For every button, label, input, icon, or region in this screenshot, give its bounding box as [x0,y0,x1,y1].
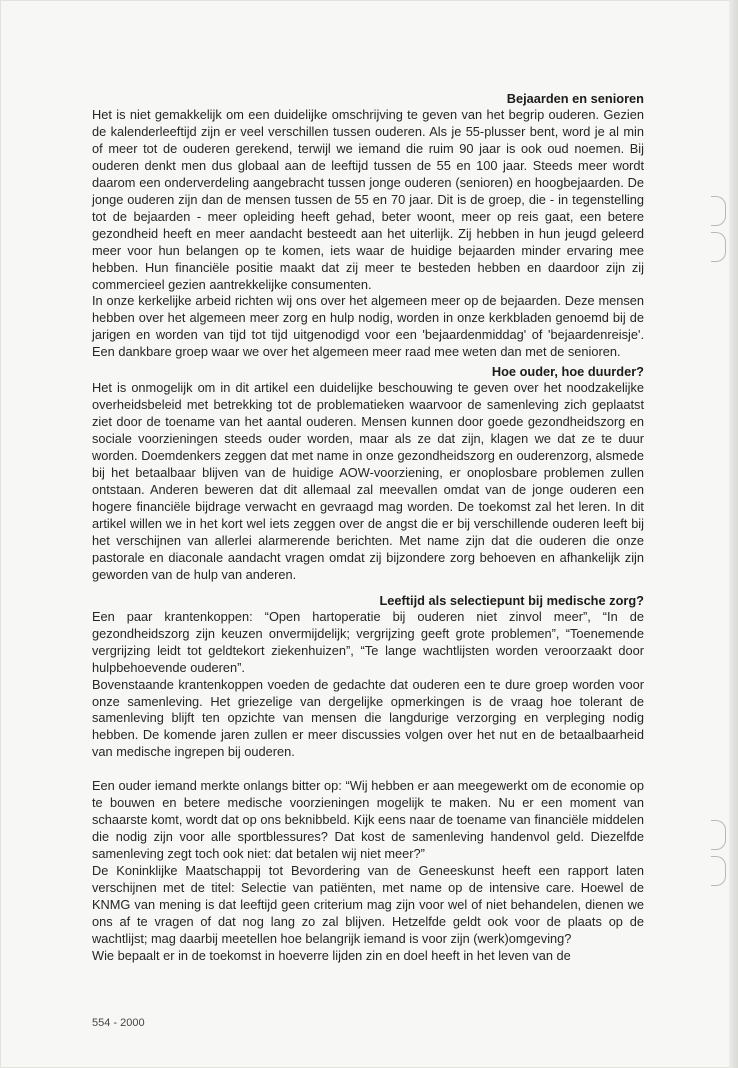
paragraph-gap [92,761,644,778]
paragraph: Het is onmogelijk om in dit artikel een duidelijke beschouwing te geven over het noodzakelijke overheidsbeleid met betrekking tot de problematieken waarvoor de samenleving zich geplaatst ziet door de toename van het aantal ouderen. Mensen kunnen door goede gezondheidszorg en sociale voorzieningen steeds ouder worden, maar als ze dat zijn, klagen we dat ze te duur worden. Doemdenkers zeggen dat met name in onze gezondheidszorg en ouderenzorg, alsmede bij het betaalbaar blijven van de huidige AOW-voorziening, er onoplosbare problemen zullen ontstaan. Anderen beweren dat dit allemaal zal meevallen omdat van de jonge ouderen een hogere financiële bijdrage verwacht en gevraagd mag worden. De toekomst zal het leren. In dit artikel willen we in het kort wel iets zeggen over de angst die er bij verschillende ouderen leeft bij het verschijnen van allerlei alarmerende berichten. Met name zijn dat die ouderen die onze pastorale en diaconale aandacht vragen omdat zij bijzondere zorg behoeven en afhankelijk zijn geworden van de hulp van anderen. [92,380,644,582]
paragraph: Een paar krantenkoppen: “Open hartoperatie bij ouderen niet zinvol meer”, “In de gezondheidszorg zijn keuzen onvermijdelijk; vergrijzing geeft grote problemen”, “Toenemende vergrijzing leidt tot geldtekort ziekenhuizen”, “Te lange wachtlijsten worden veroorzaakt door hulpbehoevende ouderen”. [92,608,644,675]
paragraph: Een ouder iemand merkte onlangs bitter op: “Wij hebben er aan meegewerkt om de economie op te bouwen en betere medische voorzieningen mogelijk te maken. Nu er een moment van schaarste komt, wordt dat op ons beknibbeld. Kijk eens naar de toename van financiële middelen die nodig zijn voor alle sportblessures? Dat kost de samenleving handenvol geld. Diezelfde samenleving zegt toch ook niet: dat betalen wij niet meer?” [92,778,644,862]
binder-ring-icon [711,232,726,262]
article-column [92,88,644,965]
paragraph: Het is niet gemakkelijk om een duidelijke omschrijving te geven van het begrip ouderen. Gezien de kalenderleeftijd zijn er veel verschillen tussen ouderen. Als je 55-plusser bent, word je al min of meer tot de ouderen gerekend, terwijl we iemand die ruim 90 jaar is ook oud noemen. Bij ouderen denkt men dus globaal aan de leeftijd tussen de 55 en 100 jaar. Steeds meer wordt daarom een onderverdeling aangebracht tussen jonge ouderen (senioren) en hoogbejaarden. De jonge ouderen zijn dan de mensen tussen de 55 en 70 jaar. Dit is de groep, die - in tegenstelling tot de bejaarden - meer opleiding heeft gehad, beter woont, meer op reis gaat, een betere gezondheid heeft en meer aandacht besteedt aan het uiterlijk. Zij hebben in hun jeugd geleerd meer voor hun belangen op te komen, iets waar de huidige bejaarden minder ervaring mee hebben. Hun financiële positie maakt dat zij meer te besteden hebben en daardoor zijn zij commercieel gezien aantrekkelijke consumenten. [92,107,644,292]
binder-ring-icon [711,856,726,886]
heading-bejaarden-en-senioren: Bejaarden en senioren [506,91,644,106]
paragraph: In onze kerkelijke arbeid richten wij ons over het algemeen meer op de bejaarden. Deze mensen hebben over het algemeen meer zorg en hulp nodig, worden in onze kerkbladen genoemd bij de jarigen en worden van tijd tot tijd uitgenodigd voor een 'bejaardenmiddag' of 'bejaardenreisje'. Een dankbare groep waar we over het algemeen meer raad mee weten dan met de senioren. [92,293,644,360]
page-number: 554 - 2000 [92,1017,145,1029]
paragraph: Wie bepaalt er in de toekomst in hoeverre lijden zin en doel heeft in het leven van de [92,947,571,963]
paragraph: Bovenstaande krantenkoppen voeden de gedachte dat ouderen een te dure groep worden voor onze samenleving. Het griezelige van dergelijke opmerkingen is de vraag hoe tolerant de samenleving blijft ten opzichte van mensen die langdurige verzorging en verpleging nodig hebben. De komende jaren zullen er meer discussies volgen over het nut en de betaalbaarheid van medische ingrepen bij ouderen. [92,676,644,760]
paragraph: De Koninklijke Maatschappij tot Bevordering van de Geneeskunst heeft een rapport laten verschijnen met de titel: Selectie van patiënten, met name op de intensive care. Hoewel de KNMG van mening is dat leeftijd geen criterium mag zijn voor wel of niet behandelen, dienen we ons af te vragen of dat nog lang zo zal blijven. Hetzelfde geldt ook voor de plaats op de wachtlijst; mag daarbij meetellen hoe belangrijk iemand is voor zijn (werk)omgeving? [92,863,644,946]
binder-ring-icon [711,820,726,850]
page-edge [729,0,738,1068]
heading-hoe-ouder-hoe-duurder: Hoe ouder, hoe duurder? [491,364,644,380]
heading-leeftijd-selectiepunt: Leeftijd als selectiepunt bij medische zorg? [379,592,644,608]
binder-ring-icon [711,196,726,226]
